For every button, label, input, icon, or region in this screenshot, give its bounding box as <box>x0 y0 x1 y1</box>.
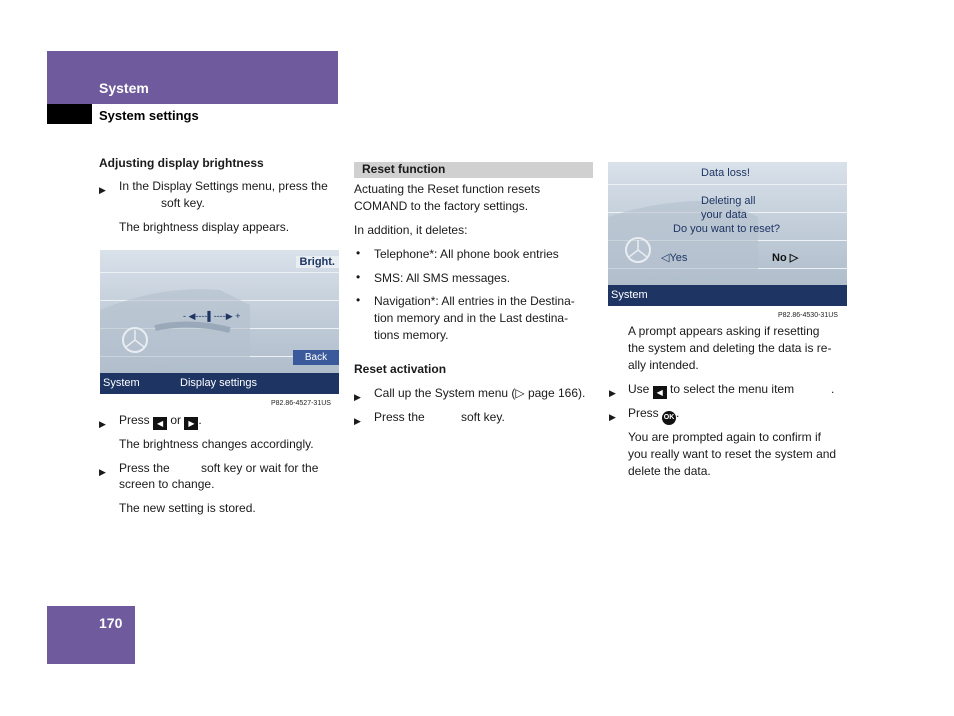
dialog-title: Data loss! <box>701 167 750 179</box>
left-key-icon: ◀ <box>153 417 167 430</box>
section-title: System <box>99 80 149 96</box>
header-marker <box>47 104 92 124</box>
body-text: the system and deleting the data is re- <box>628 341 832 355</box>
header-band <box>47 51 338 104</box>
body-text: In addition, it deletes: <box>354 223 468 237</box>
brightness-heading: Adjusting display brightness <box>99 156 264 170</box>
back-softkey: Back <box>293 350 339 365</box>
ok-key-icon: OK <box>662 411 676 425</box>
figure-code: P82.86-4527-31US <box>271 400 331 407</box>
list-item: Navigation*: All entries in the Destina- <box>374 294 575 308</box>
body-text: Actuating the Reset function resets <box>354 182 541 196</box>
bullet-icon: • <box>356 246 361 260</box>
arrow-icon: ▶ <box>99 419 106 429</box>
no-option: No ▷ <box>772 252 799 264</box>
step-text: Use ◀ to select the menu item <box>628 382 795 397</box>
body-text: A prompt appears asking if resetting <box>628 324 820 338</box>
bullet-icon: • <box>356 293 361 307</box>
reset-heading: Reset function <box>362 162 446 176</box>
screen-status-bar <box>100 373 339 394</box>
arrow-icon: ▶ <box>609 412 616 422</box>
list-item: tions memory. <box>374 328 449 342</box>
figure-code: P82.86-4530-31US <box>778 312 838 319</box>
dialog-text: Do you want to reset? <box>673 223 781 235</box>
body-text: ally intended. <box>628 358 699 372</box>
arrow-icon: ▶ <box>99 185 106 195</box>
yes-option: ◁Yes <box>661 252 688 264</box>
brightness-slider: - ◀----▌----▶ + <box>183 311 241 321</box>
list-item: SMS: All SMS messages. <box>374 271 511 285</box>
result-text: The new setting is stored. <box>119 501 256 515</box>
list-item: tion memory and in the Last destina- <box>374 311 569 325</box>
list-item: Telephone*: All phone book entries <box>374 247 559 261</box>
arrow-icon: ▶ <box>99 467 106 477</box>
step-text: soft key. <box>461 410 505 424</box>
screen-title: Bright. <box>296 256 339 268</box>
step-text: soft key. <box>161 196 205 210</box>
page-number: 170 <box>99 615 123 631</box>
left-key-icon: ◀ <box>653 386 667 399</box>
brightness-screen <box>100 250 339 394</box>
step-text: Press the <box>119 461 170 475</box>
dialog-text: Deleting all <box>701 195 756 207</box>
step-text: Press the <box>374 410 425 424</box>
body-text: delete the data. <box>628 464 711 478</box>
subsection-title: System settings <box>99 108 199 123</box>
step-text: Call up the System menu (▷ page 166). <box>374 386 586 400</box>
arrow-icon: ▶ <box>354 392 361 402</box>
result-text: The brightness changes accordingly. <box>119 437 314 451</box>
body-text: you really want to reset the system and <box>628 447 837 461</box>
step-text: Press OK . <box>628 405 679 425</box>
step-text: In the Display Settings menu, press the <box>119 179 328 193</box>
screen-status-bar <box>608 285 847 306</box>
arrow-icon: ▶ <box>354 416 361 426</box>
step-text: screen to change. <box>119 477 215 491</box>
body-text: You are prompted again to confirm if <box>628 430 822 444</box>
bar-label: System <box>103 377 140 389</box>
step-text: soft key or wait for the <box>201 461 319 475</box>
bullet-icon: • <box>356 270 361 284</box>
reset-screen <box>608 162 847 306</box>
step-text: Press ◀ or ▶ . <box>119 413 202 428</box>
arrow-icon: ▶ <box>609 388 616 398</box>
bar-label: Display settings <box>180 377 258 389</box>
right-key-icon: ▶ <box>184 417 198 430</box>
step-text: . <box>831 382 835 396</box>
reset-activation-heading: Reset activation <box>354 362 447 376</box>
bar-label: System <box>611 289 648 301</box>
result-text: The brightness display appears. <box>119 220 290 234</box>
dialog-text: your data <box>701 209 747 221</box>
body-text: COMAND to the factory settings. <box>354 199 529 213</box>
